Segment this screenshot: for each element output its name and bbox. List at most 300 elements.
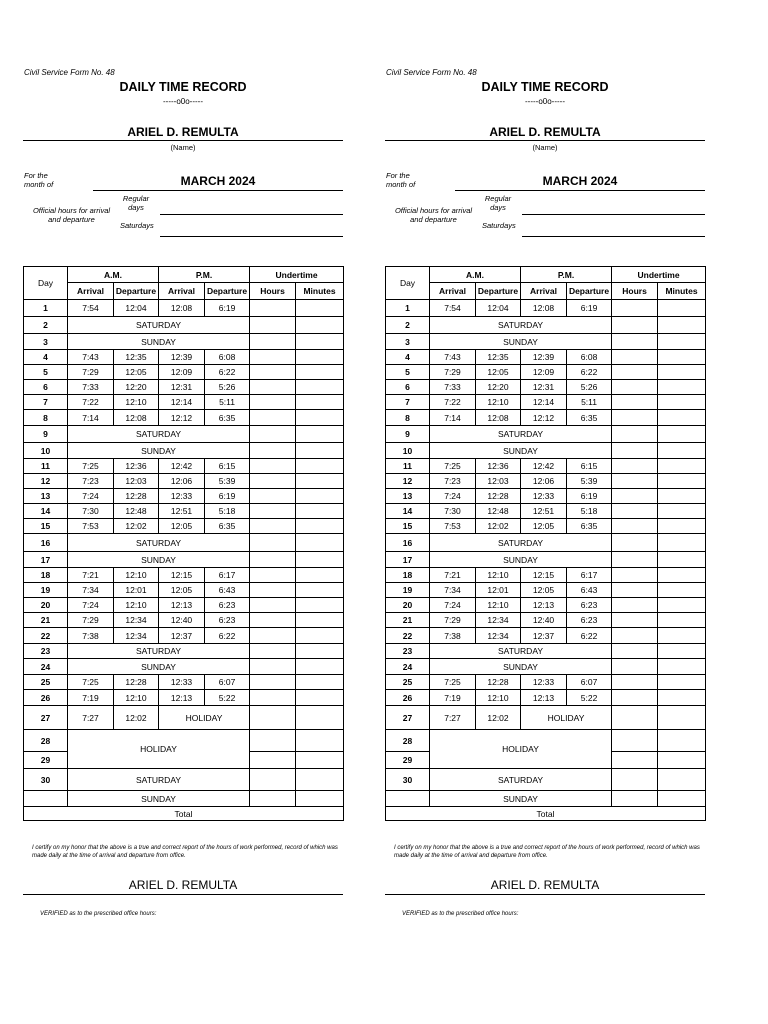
day-status-cell: SUNDAY xyxy=(68,552,250,568)
day-cell: 16 xyxy=(24,534,68,552)
undertime-hours-cell xyxy=(612,426,658,443)
official-hours-label xyxy=(386,206,481,224)
table-row xyxy=(24,791,344,807)
undertime-hours-cell xyxy=(250,730,296,752)
table-row xyxy=(386,644,706,659)
pm-arrival-cell: 12:05 xyxy=(159,519,205,534)
pm-departure-cell: 6:22 xyxy=(205,365,250,380)
header-day: Day xyxy=(24,267,68,300)
undertime-hours-cell xyxy=(250,675,296,690)
undertime-minutes-cell xyxy=(658,690,706,706)
pm-arrival-cell: 12:39 xyxy=(159,350,205,365)
table-row xyxy=(24,443,344,459)
day-cell: 23 xyxy=(24,644,68,659)
form-title: DAILY TIME RECORD xyxy=(481,80,609,94)
header-hours: Hours xyxy=(250,283,296,300)
undertime-hours-cell xyxy=(250,690,296,706)
undertime-minutes-cell xyxy=(296,752,344,769)
month-value: MARCH 2024 xyxy=(93,174,343,191)
am-departure-cell: 12:10 xyxy=(114,395,159,410)
regular-days-line xyxy=(522,214,705,215)
pm-arrival-cell: 12:31 xyxy=(521,380,567,395)
undertime-hours-cell xyxy=(612,675,658,690)
day-cell: 2 xyxy=(386,317,430,334)
am-arrival-cell: 7:29 xyxy=(430,365,476,380)
day-cell: 9 xyxy=(386,426,430,443)
day-cell: 8 xyxy=(386,410,430,426)
am-departure-cell: 12:02 xyxy=(114,706,159,730)
day-cell: 2 xyxy=(24,317,68,334)
undertime-hours-cell xyxy=(612,317,658,334)
header-am: A.M. xyxy=(68,267,159,283)
pm-departure-cell: 6:35 xyxy=(567,410,612,426)
am-arrival-cell: 7:43 xyxy=(430,350,476,365)
am-arrival-cell: 7:54 xyxy=(68,300,114,317)
am-arrival-cell: 7:25 xyxy=(68,459,114,474)
undertime-minutes-cell xyxy=(658,489,706,504)
am-departure-cell: 12:28 xyxy=(114,675,159,690)
am-departure-cell: 12:10 xyxy=(476,598,521,613)
undertime-hours-cell xyxy=(250,474,296,489)
header-am-departure: Departure xyxy=(114,283,159,300)
regular-days-label xyxy=(476,194,520,212)
day-cell: 17 xyxy=(386,552,430,568)
table-row xyxy=(24,598,344,613)
undertime-minutes-cell xyxy=(296,443,344,459)
day-cell: 22 xyxy=(24,628,68,644)
am-departure-cell: 12:03 xyxy=(476,474,521,489)
table-row xyxy=(24,568,344,583)
am-arrival-cell: 7:29 xyxy=(68,613,114,628)
table-row xyxy=(386,300,706,317)
undertime-hours-cell xyxy=(612,474,658,489)
day-status-cell: HOLIDAY xyxy=(430,730,612,769)
regular-days-line xyxy=(160,214,343,215)
day-cell: 21 xyxy=(386,613,430,628)
table-row xyxy=(24,317,344,334)
table-row xyxy=(386,380,706,395)
undertime-minutes-cell xyxy=(658,395,706,410)
table-row xyxy=(24,583,344,598)
pm-departure-cell: 5:26 xyxy=(567,380,612,395)
pm-arrival-cell: 12:09 xyxy=(521,365,567,380)
day-status-cell: SUNDAY xyxy=(68,334,250,350)
day-cell: 13 xyxy=(24,489,68,504)
saturdays-label: Saturdays xyxy=(482,221,516,230)
am-arrival-cell: 7:19 xyxy=(430,690,476,706)
am-departure-cell: 12:04 xyxy=(114,300,159,317)
day-status-cell: HOLIDAY xyxy=(68,730,250,769)
employee-name: ARIEL D. REMULTA xyxy=(23,125,343,141)
undertime-hours-cell xyxy=(250,350,296,365)
day-cell: 28 xyxy=(24,730,68,752)
undertime-hours-cell xyxy=(250,365,296,380)
day-status-cell: SUNDAY xyxy=(430,791,612,807)
undertime-minutes-cell xyxy=(296,426,344,443)
undertime-hours-cell xyxy=(250,613,296,628)
undertime-minutes-cell xyxy=(296,730,344,752)
dtr-copy-left xyxy=(18,0,348,1024)
undertime-minutes-cell xyxy=(296,534,344,552)
day-cell: 30 xyxy=(24,769,68,791)
day-status-cell: SATURDAY xyxy=(68,426,250,443)
am-arrival-cell: 7:54 xyxy=(430,300,476,317)
pm-departure-cell: 6:23 xyxy=(567,613,612,628)
month-label-line2: month of xyxy=(24,180,54,189)
day-cell: 26 xyxy=(24,690,68,706)
table-row xyxy=(24,644,344,659)
header-am: A.M. xyxy=(430,267,521,283)
undertime-minutes-cell xyxy=(296,380,344,395)
table-row xyxy=(386,459,706,474)
undertime-hours-cell xyxy=(612,459,658,474)
undertime-hours-cell xyxy=(250,769,296,791)
pm-arrival-cell: 12:33 xyxy=(159,675,205,690)
am-arrival-cell: 7:53 xyxy=(430,519,476,534)
day-cell: 10 xyxy=(24,443,68,459)
undertime-minutes-cell xyxy=(658,598,706,613)
header-pm-arrival: Arrival xyxy=(159,283,205,300)
undertime-hours-cell xyxy=(250,317,296,334)
table-row xyxy=(386,675,706,690)
am-arrival-cell: 7:34 xyxy=(68,583,114,598)
header-pm: P.M. xyxy=(159,267,250,283)
undertime-minutes-cell xyxy=(658,791,706,807)
official-hours-line1: Official hours for arrival xyxy=(32,206,111,215)
table-row xyxy=(24,459,344,474)
regular-days-label xyxy=(114,194,158,212)
header-hours: Hours xyxy=(612,283,658,300)
table-row xyxy=(386,317,706,334)
undertime-hours-cell xyxy=(250,598,296,613)
pm-departure-cell: 6:22 xyxy=(567,365,612,380)
official-hours-line2: and departure xyxy=(410,215,457,224)
day-status-cell: SATURDAY xyxy=(430,317,612,334)
am-departure-cell: 12:05 xyxy=(476,365,521,380)
pm-arrival-cell: 12:39 xyxy=(521,350,567,365)
day-cell: 12 xyxy=(386,474,430,489)
undertime-hours-cell xyxy=(250,519,296,534)
am-arrival-cell: 7:33 xyxy=(68,380,114,395)
header-am-arrival: Arrival xyxy=(430,283,476,300)
employee-name: ARIEL D. REMULTA xyxy=(385,125,705,141)
table-row xyxy=(386,474,706,489)
pm-arrival-cell: 12:40 xyxy=(159,613,205,628)
day-cell: 13 xyxy=(386,489,430,504)
undertime-hours-cell xyxy=(612,300,658,317)
am-departure-cell: 12:10 xyxy=(476,690,521,706)
am-arrival-cell: 7:21 xyxy=(430,568,476,583)
undertime-hours-cell xyxy=(612,659,658,675)
am-arrival-cell: 7:27 xyxy=(68,706,114,730)
undertime-hours-cell xyxy=(612,443,658,459)
undertime-minutes-cell xyxy=(658,628,706,644)
header-am-departure: Departure xyxy=(476,283,521,300)
undertime-hours-cell xyxy=(612,334,658,350)
table-row xyxy=(386,598,706,613)
saturdays-line xyxy=(160,236,343,237)
day-cell: 23 xyxy=(386,644,430,659)
table-row xyxy=(24,504,344,519)
day-status-cell: SATURDAY xyxy=(430,426,612,443)
table-row xyxy=(24,300,344,317)
pm-departure-cell: 5:26 xyxy=(205,380,250,395)
am-departure-cell: 12:36 xyxy=(476,459,521,474)
undertime-hours-cell xyxy=(612,552,658,568)
day-status-cell: SUNDAY xyxy=(68,791,250,807)
month-label-line2: month of xyxy=(386,180,416,189)
day-cell: 20 xyxy=(24,598,68,613)
regular-days-line2: days xyxy=(490,203,506,212)
undertime-minutes-cell xyxy=(658,583,706,598)
undertime-minutes-cell xyxy=(296,613,344,628)
pm-arrival-cell: 12:08 xyxy=(159,300,205,317)
pm-departure-cell: 6:22 xyxy=(567,628,612,644)
undertime-hours-cell xyxy=(612,613,658,628)
day-cell: 7 xyxy=(24,395,68,410)
pm-departure-cell: 6:43 xyxy=(567,583,612,598)
pm-departure-cell: 6:08 xyxy=(567,350,612,365)
table-row xyxy=(386,628,706,644)
pm-departure-cell: 5:22 xyxy=(567,690,612,706)
am-arrival-cell: 7:22 xyxy=(68,395,114,410)
name-caption: (Name) xyxy=(532,143,558,152)
day-status-cell: SATURDAY xyxy=(68,644,250,659)
undertime-minutes-cell xyxy=(658,659,706,675)
undertime-minutes-cell xyxy=(658,443,706,459)
am-arrival-cell: 7:33 xyxy=(430,380,476,395)
am-arrival-cell: 7:21 xyxy=(68,568,114,583)
am-arrival-cell: 7:23 xyxy=(430,474,476,489)
table-row xyxy=(386,504,706,519)
am-departure-cell: 12:34 xyxy=(476,613,521,628)
day-cell: 15 xyxy=(24,519,68,534)
undertime-minutes-cell xyxy=(658,675,706,690)
pm-departure-cell: 5:18 xyxy=(205,504,250,519)
undertime-hours-cell xyxy=(250,791,296,807)
am-departure-cell: 12:34 xyxy=(114,628,159,644)
am-arrival-cell: 7:53 xyxy=(68,519,114,534)
pm-departure-cell: 6:22 xyxy=(205,628,250,644)
undertime-minutes-cell xyxy=(658,552,706,568)
day-cell: 14 xyxy=(386,504,430,519)
pm-arrival-cell: 12:05 xyxy=(521,519,567,534)
pm-departure-cell: 6:23 xyxy=(567,598,612,613)
pm-arrival-cell: 12:08 xyxy=(521,300,567,317)
table-row xyxy=(386,769,706,791)
day-cell xyxy=(386,791,430,807)
pm-arrival-cell: 12:33 xyxy=(521,675,567,690)
undertime-hours-cell xyxy=(250,644,296,659)
undertime-hours-cell xyxy=(250,552,296,568)
pm-departure-cell: 5:18 xyxy=(567,504,612,519)
undertime-minutes-cell xyxy=(658,426,706,443)
pm-departure-cell: 6:43 xyxy=(205,583,250,598)
table-row xyxy=(386,659,706,675)
day-cell: 11 xyxy=(24,459,68,474)
time-record-table xyxy=(385,266,706,821)
table-row xyxy=(24,474,344,489)
day-cell: 1 xyxy=(386,300,430,317)
table-row xyxy=(24,380,344,395)
table-row xyxy=(386,519,706,534)
undertime-hours-cell xyxy=(612,504,658,519)
undertime-minutes-cell xyxy=(658,534,706,552)
day-status-cell: SATURDAY xyxy=(68,317,250,334)
pm-departure-cell: 6:23 xyxy=(205,598,250,613)
table-row xyxy=(24,426,344,443)
day-cell: 5 xyxy=(386,365,430,380)
official-hours-line2: and departure xyxy=(48,215,95,224)
pm-departure-cell: 6:35 xyxy=(567,519,612,534)
undertime-hours-cell xyxy=(250,706,296,730)
total-row xyxy=(386,807,706,821)
am-departure-cell: 12:02 xyxy=(114,519,159,534)
pm-arrival-cell: 12:13 xyxy=(159,598,205,613)
dtr-copy-right xyxy=(380,0,710,1024)
undertime-minutes-cell xyxy=(658,769,706,791)
undertime-minutes-cell xyxy=(296,706,344,730)
day-cell: 16 xyxy=(386,534,430,552)
name-caption: (Name) xyxy=(170,143,196,152)
undertime-minutes-cell xyxy=(296,489,344,504)
undertime-hours-cell xyxy=(250,628,296,644)
table-row xyxy=(386,334,706,350)
undertime-hours-cell xyxy=(250,583,296,598)
am-arrival-cell: 7:24 xyxy=(430,489,476,504)
am-departure-cell: 12:10 xyxy=(476,568,521,583)
day-cell: 11 xyxy=(386,459,430,474)
am-arrival-cell: 7:22 xyxy=(430,395,476,410)
table-row xyxy=(24,706,344,730)
am-departure-cell: 12:35 xyxy=(476,350,521,365)
table-row xyxy=(24,628,344,644)
undertime-hours-cell xyxy=(612,690,658,706)
pm-departure-cell: 6:15 xyxy=(567,459,612,474)
table-row xyxy=(386,395,706,410)
pm-departure-cell: 6:17 xyxy=(205,568,250,583)
table-row xyxy=(386,552,706,568)
pm-arrival-cell: 12:05 xyxy=(159,583,205,598)
table-row xyxy=(24,675,344,690)
undertime-minutes-cell xyxy=(658,519,706,534)
pm-arrival-cell: 12:15 xyxy=(159,568,205,583)
undertime-hours-cell xyxy=(612,628,658,644)
pm-arrival-cell: 12:51 xyxy=(521,504,567,519)
form-number: Civil Service Form No. 48 xyxy=(24,68,115,77)
day-status-cell: SUNDAY xyxy=(430,443,612,459)
day-cell: 15 xyxy=(386,519,430,534)
table-row xyxy=(386,730,706,752)
header-pm-departure: Departure xyxy=(205,283,250,300)
undertime-minutes-cell xyxy=(296,690,344,706)
am-arrival-cell: 7:25 xyxy=(430,459,476,474)
day-status-cell: SUNDAY xyxy=(430,334,612,350)
am-departure-cell: 12:28 xyxy=(476,675,521,690)
pm-arrival-cell: 12:06 xyxy=(159,474,205,489)
am-departure-cell: 12:48 xyxy=(476,504,521,519)
certification-text: I certify on my honor that the above is a true and correct report of the hours of work performed, record of which was made daily at the time of arrival and departure from office. xyxy=(32,845,338,859)
undertime-minutes-cell xyxy=(296,350,344,365)
undertime-hours-cell xyxy=(612,752,658,769)
undertime-hours-cell xyxy=(250,752,296,769)
pm-departure-cell: 6:19 xyxy=(567,489,612,504)
am-departure-cell: 12:08 xyxy=(476,410,521,426)
day-cell: 6 xyxy=(386,380,430,395)
day-cell: 22 xyxy=(386,628,430,644)
am-departure-cell: 12:48 xyxy=(114,504,159,519)
undertime-hours-cell xyxy=(250,459,296,474)
pm-arrival-cell: 12:12 xyxy=(159,410,205,426)
undertime-minutes-cell xyxy=(296,410,344,426)
undertime-hours-cell xyxy=(250,659,296,675)
pm-arrival-cell: 12:37 xyxy=(159,628,205,644)
header-pm: P.M. xyxy=(521,267,612,283)
undertime-minutes-cell xyxy=(296,459,344,474)
undertime-minutes-cell xyxy=(296,628,344,644)
title-separator: -----o0o----- xyxy=(525,97,565,106)
am-departure-cell: 12:34 xyxy=(114,613,159,628)
undertime-minutes-cell xyxy=(296,365,344,380)
verified-text: VERIFIED as to the prescribed office hours: xyxy=(402,911,519,917)
day-cell: 24 xyxy=(24,659,68,675)
am-arrival-cell: 7:30 xyxy=(430,504,476,519)
pm-departure-cell: 5:39 xyxy=(205,474,250,489)
pm-departure-cell: 5:11 xyxy=(205,395,250,410)
table-row xyxy=(386,583,706,598)
pm-arrival-cell: 12:51 xyxy=(159,504,205,519)
table-row xyxy=(24,552,344,568)
table-row xyxy=(386,568,706,583)
undertime-hours-cell xyxy=(612,769,658,791)
header-minutes: Minutes xyxy=(296,283,344,300)
pm-arrival-cell: 12:14 xyxy=(159,395,205,410)
am-arrival-cell: 7:14 xyxy=(68,410,114,426)
pm-departure-cell: 6:19 xyxy=(205,489,250,504)
day-status-cell: SATURDAY xyxy=(68,769,250,791)
table-row xyxy=(386,534,706,552)
day-cell: 17 xyxy=(24,552,68,568)
pm-arrival-cell: 12:42 xyxy=(159,459,205,474)
am-departure-cell: 12:35 xyxy=(114,350,159,365)
day-cell: 14 xyxy=(24,504,68,519)
am-arrival-cell: 7:38 xyxy=(430,628,476,644)
undertime-hours-cell xyxy=(612,489,658,504)
month-label-line1: For the xyxy=(24,171,48,180)
pm-status-cell: HOLIDAY xyxy=(521,706,612,730)
pm-arrival-cell: 12:06 xyxy=(521,474,567,489)
day-status-cell: SUNDAY xyxy=(68,443,250,459)
table-row xyxy=(386,426,706,443)
undertime-minutes-cell xyxy=(296,583,344,598)
undertime-hours-cell xyxy=(250,489,296,504)
am-departure-cell: 12:10 xyxy=(114,598,159,613)
am-arrival-cell: 7:25 xyxy=(430,675,476,690)
table-row xyxy=(24,730,344,752)
undertime-minutes-cell xyxy=(658,613,706,628)
certification-text: I certify on my honor that the above is a true and correct report of the hours of work performed, record of which was made daily at the time of arrival and departure from office. xyxy=(394,845,700,859)
pm-arrival-cell: 12:31 xyxy=(159,380,205,395)
undertime-minutes-cell xyxy=(296,675,344,690)
header-undertime: Undertime xyxy=(250,267,344,283)
table-row xyxy=(24,613,344,628)
form-title: DAILY TIME RECORD xyxy=(119,80,247,94)
regular-days-line1: Regular xyxy=(122,194,150,203)
pm-arrival-cell: 12:37 xyxy=(521,628,567,644)
pm-departure-cell: 5:22 xyxy=(205,690,250,706)
day-status-cell: SATURDAY xyxy=(68,534,250,552)
table-row xyxy=(386,350,706,365)
